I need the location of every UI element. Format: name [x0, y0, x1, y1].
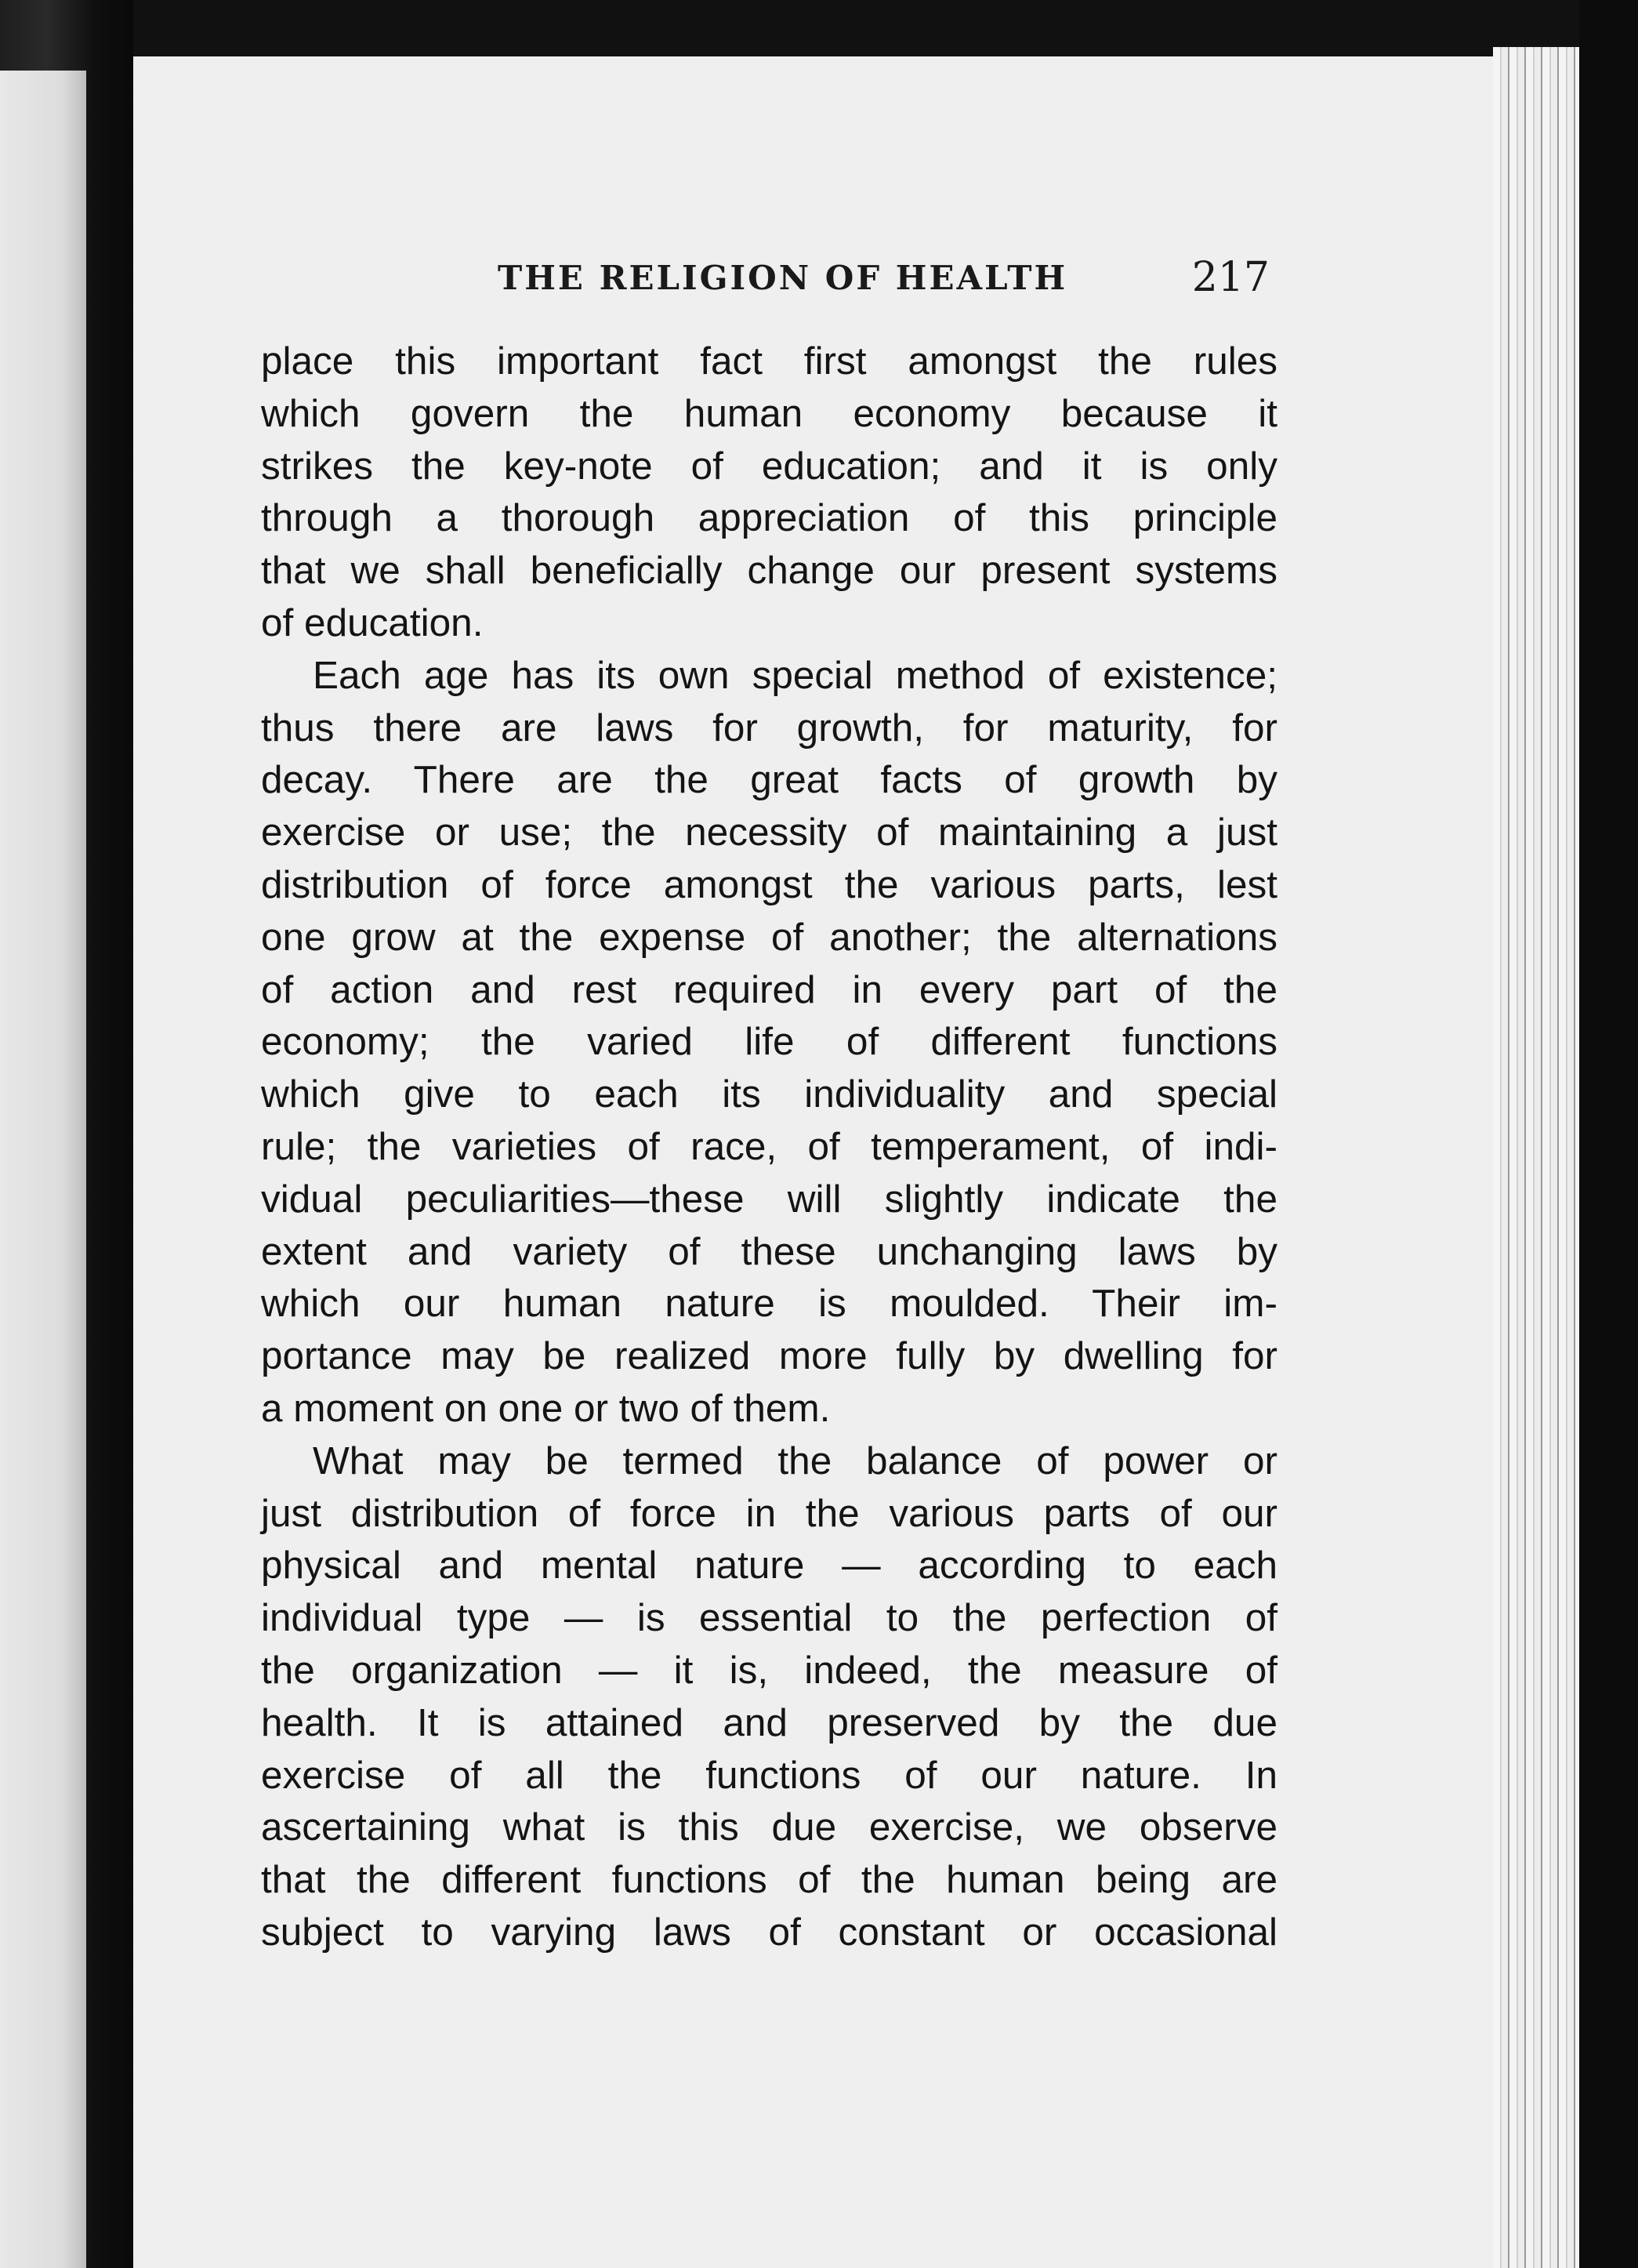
paragraph — [261, 1435, 1277, 1959]
text-line: just distribution of force in the various parts of our — [261, 1491, 1277, 1535]
text-line: What may be termed the balance of power or — [313, 1439, 1277, 1482]
paragraph — [261, 650, 1277, 1435]
text-line: physical and mental nature — according to each — [261, 1544, 1277, 1588]
text-line: subject to varying laws of constant or occasional — [261, 1910, 1277, 1954]
text-line: a moment on one or two of them. — [261, 1386, 831, 1430]
top-shadow — [133, 0, 1638, 56]
right-background — [1579, 0, 1638, 2268]
text-line: that we shall beneficially change our present systems — [261, 549, 1277, 593]
text-line: strikes the key-note of education; and it is only — [261, 444, 1277, 488]
facing-page-edge — [0, 71, 86, 2268]
text-line: place this important fact first amongst the rules — [261, 339, 1277, 383]
page-stack-edges — [1493, 47, 1579, 2268]
body-text — [261, 336, 1277, 1959]
text-line: distribution of force amongst the various parts, lest — [261, 862, 1277, 906]
text-line: individual type — is essential to the perfection of — [261, 1596, 1277, 1640]
text-line: which govern the human economy because it — [261, 391, 1277, 435]
paragraph — [261, 336, 1277, 650]
text-line: Each age has its own special method of existence; — [313, 653, 1277, 697]
text-line: which give to each its individuality and special — [261, 1072, 1277, 1116]
text-line: that the different functions of the human being are — [261, 1858, 1277, 1902]
text-line: through a thorough appreciation of this principle — [261, 496, 1277, 540]
page-number: 217 — [1191, 254, 1270, 301]
text-line: extent and variety of these unchanging laws by — [261, 1229, 1277, 1273]
text-line: exercise of all the functions of our nature. In — [261, 1753, 1277, 1797]
text-line: the organization — it is, indeed, the measure of — [261, 1648, 1277, 1692]
page-header — [263, 245, 1270, 307]
text-line: portance may be realized more fully by dwelling for — [261, 1334, 1277, 1378]
text-line: vidual peculiarities—these will slightly indicate the — [261, 1177, 1277, 1221]
text-line: thus there are laws for growth, for maturity, for — [261, 706, 1277, 749]
text-line: economy; the varied life of different functions — [261, 1020, 1277, 1064]
text-line: ascertaining what is this due exercise, we observe — [261, 1805, 1277, 1849]
text-line: decay. There are the great facts of growth by — [261, 758, 1277, 802]
text-line: health. It is attained and preserved by the due — [261, 1700, 1277, 1744]
running-head: THE RELIGION OF HEALTH — [498, 259, 1068, 297]
text-line: rule; the varieties of race, of temperament, of indi- — [261, 1124, 1277, 1168]
text-line: of action and rest required in every part of the — [261, 967, 1277, 1011]
text-line: one grow at the expense of another; the alternations — [261, 915, 1277, 959]
text-line: exercise or use; the necessity of maintaining a just — [261, 811, 1277, 855]
text-line: which our human nature is moulded. Their im- — [261, 1282, 1277, 1326]
text-line: of education. — [261, 601, 484, 644]
